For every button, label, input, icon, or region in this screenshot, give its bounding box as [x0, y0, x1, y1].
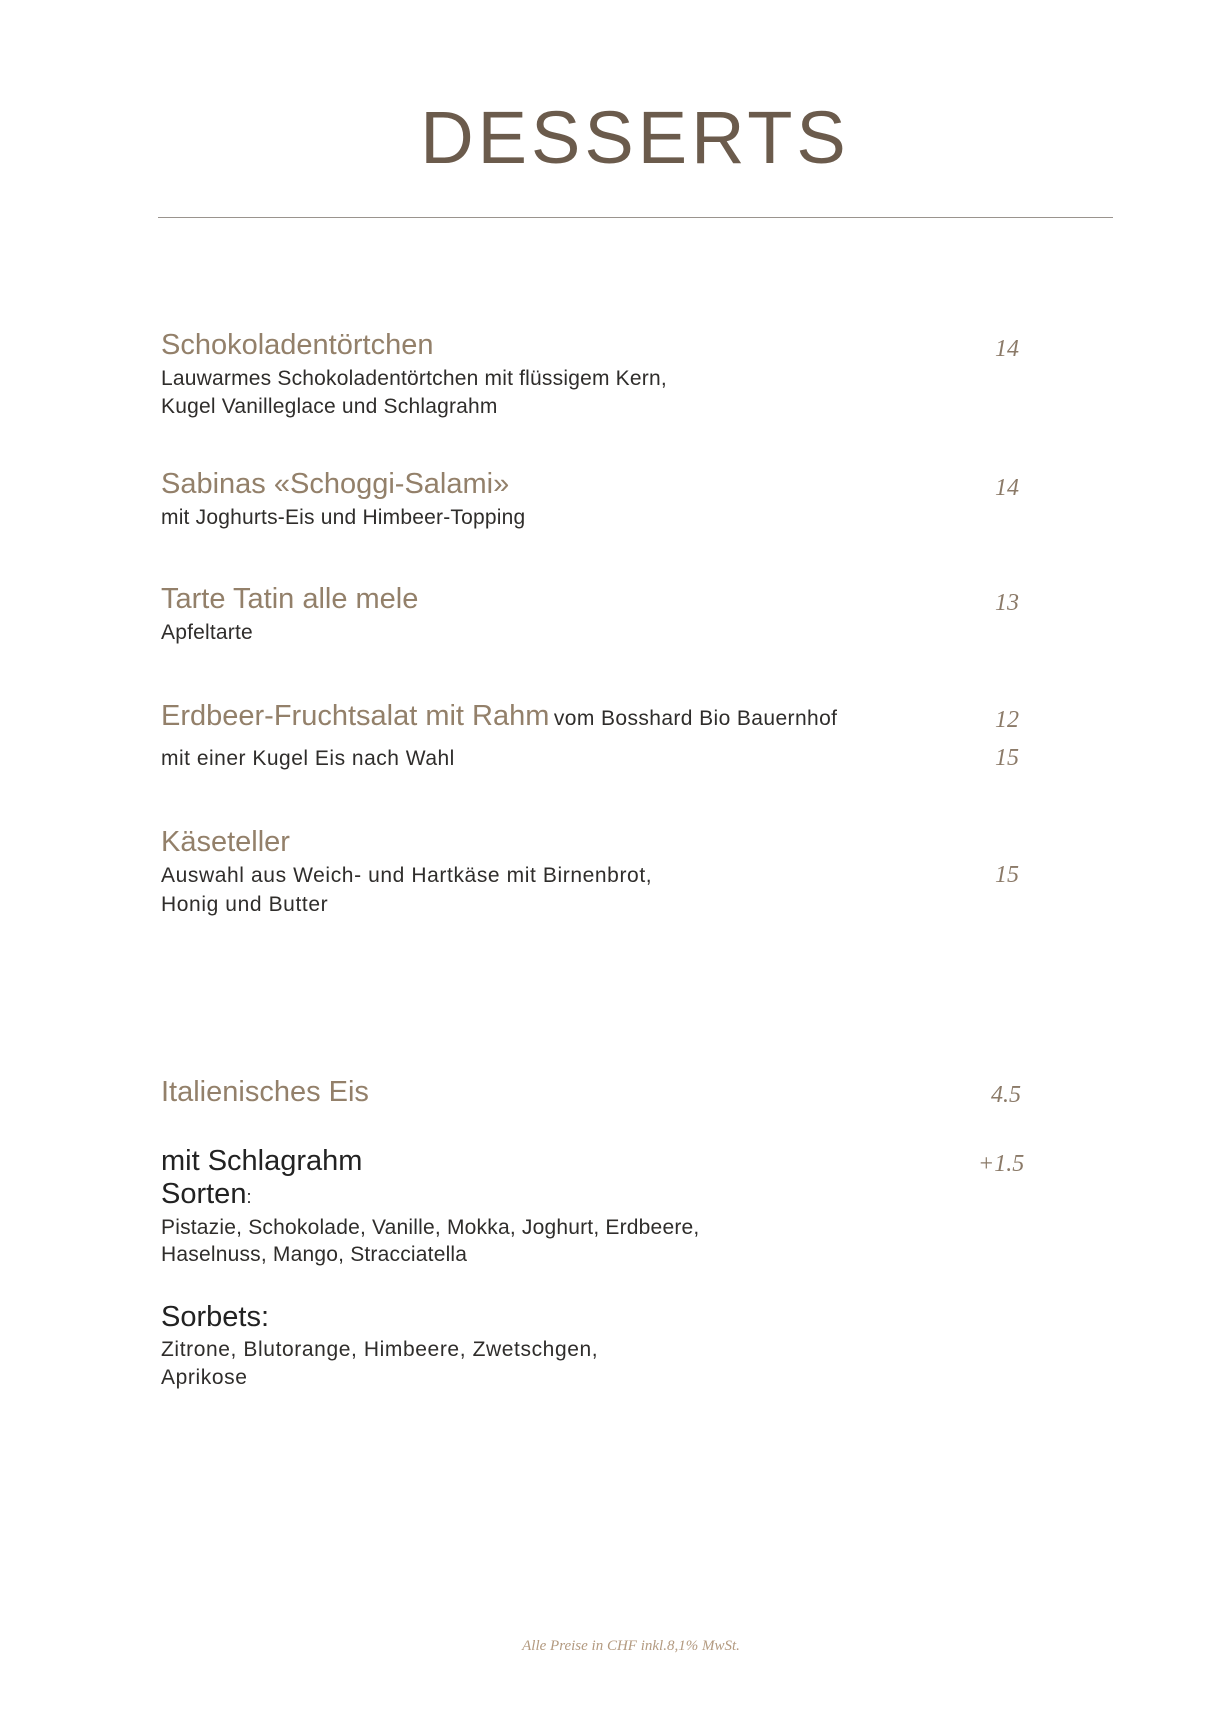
menu-item-erdbeer-fruchtsalat	[161, 700, 1041, 773]
menu-item-schokoladentoertchen	[161, 329, 1041, 420]
extra-label: mit Schlagrahm	[161, 1145, 363, 1177]
menu-item-tarte-tatin	[161, 583, 1041, 647]
menu-item-kaeseteller	[161, 826, 1041, 918]
item-description-line: Lauwarmes Schokoladentörtchen mit flüssigem Kern,	[161, 367, 667, 391]
item-price: 15	[995, 862, 1019, 888]
sorbet-list-line: Zitrone, Blutorange, Himbeere, Zwetschgen,	[161, 1338, 599, 1362]
item-description-line: Auswahl aus Weich- und Hartkäse mit Birnenbrot,	[161, 864, 653, 888]
sorbets-section	[161, 1301, 1041, 1391]
item-description-line: Honig und Butter	[161, 892, 329, 916]
menu-item-schoggi-salami	[161, 468, 1041, 532]
sorten-colon: :	[246, 1187, 252, 1208]
item-name: Schokoladentörtchen	[161, 329, 434, 361]
item-price: 14	[995, 336, 1019, 362]
item-name: Käseteller	[161, 826, 290, 858]
item-price: 13	[995, 590, 1019, 616]
item-description-line: Apfeltarte	[161, 621, 253, 645]
item-name: Erdbeer-Fruchtsalat mit Rahm	[161, 700, 550, 732]
flavor-list-line: Pistazie, Schokolade, Vanille, Mokka, Joghurt, Erdbeere,	[161, 1215, 700, 1239]
sorbets-heading: Sorbets:	[161, 1301, 269, 1333]
item-description-line: mit Joghurts-Eis und Himbeer-Topping	[161, 506, 526, 530]
flavor-list-line: Haselnuss, Mango, Stracciatella	[161, 1242, 468, 1266]
menu-item-italienisches-eis	[161, 1076, 1041, 1109]
sorten-heading	[161, 1178, 1041, 1211]
sorbet-list-line: Aprikose	[161, 1365, 248, 1389]
item-price: 12	[995, 707, 1019, 733]
item-name: Sabinas «Schoggi-Salami»	[161, 468, 510, 500]
ice-extra	[161, 1145, 1041, 1268]
page-title: DESSERTS	[420, 96, 850, 179]
item-name: Tarte Tatin alle mele	[161, 583, 419, 615]
item-name-suffix: vom Bosshard Bio Bauernhof	[553, 707, 838, 730]
sorten-label: Sorten	[161, 1178, 247, 1211]
item-price: 14	[995, 475, 1019, 501]
extra-price: +1.5	[978, 1151, 1025, 1177]
item-description-line: mit einer Kugel Eis nach Wahl	[161, 747, 455, 771]
item-description-line: Kugel Vanilleglace und Schlagrahm	[161, 394, 498, 418]
title-divider	[158, 217, 1113, 218]
item-name: Italienisches Eis	[161, 1076, 369, 1108]
item-price: 4.5	[991, 1082, 1021, 1108]
item-price-with-ice: 15	[995, 745, 1019, 771]
price-note-footer: Alle Preise in CHF inkl.8,1% MwSt.	[522, 1638, 740, 1654]
